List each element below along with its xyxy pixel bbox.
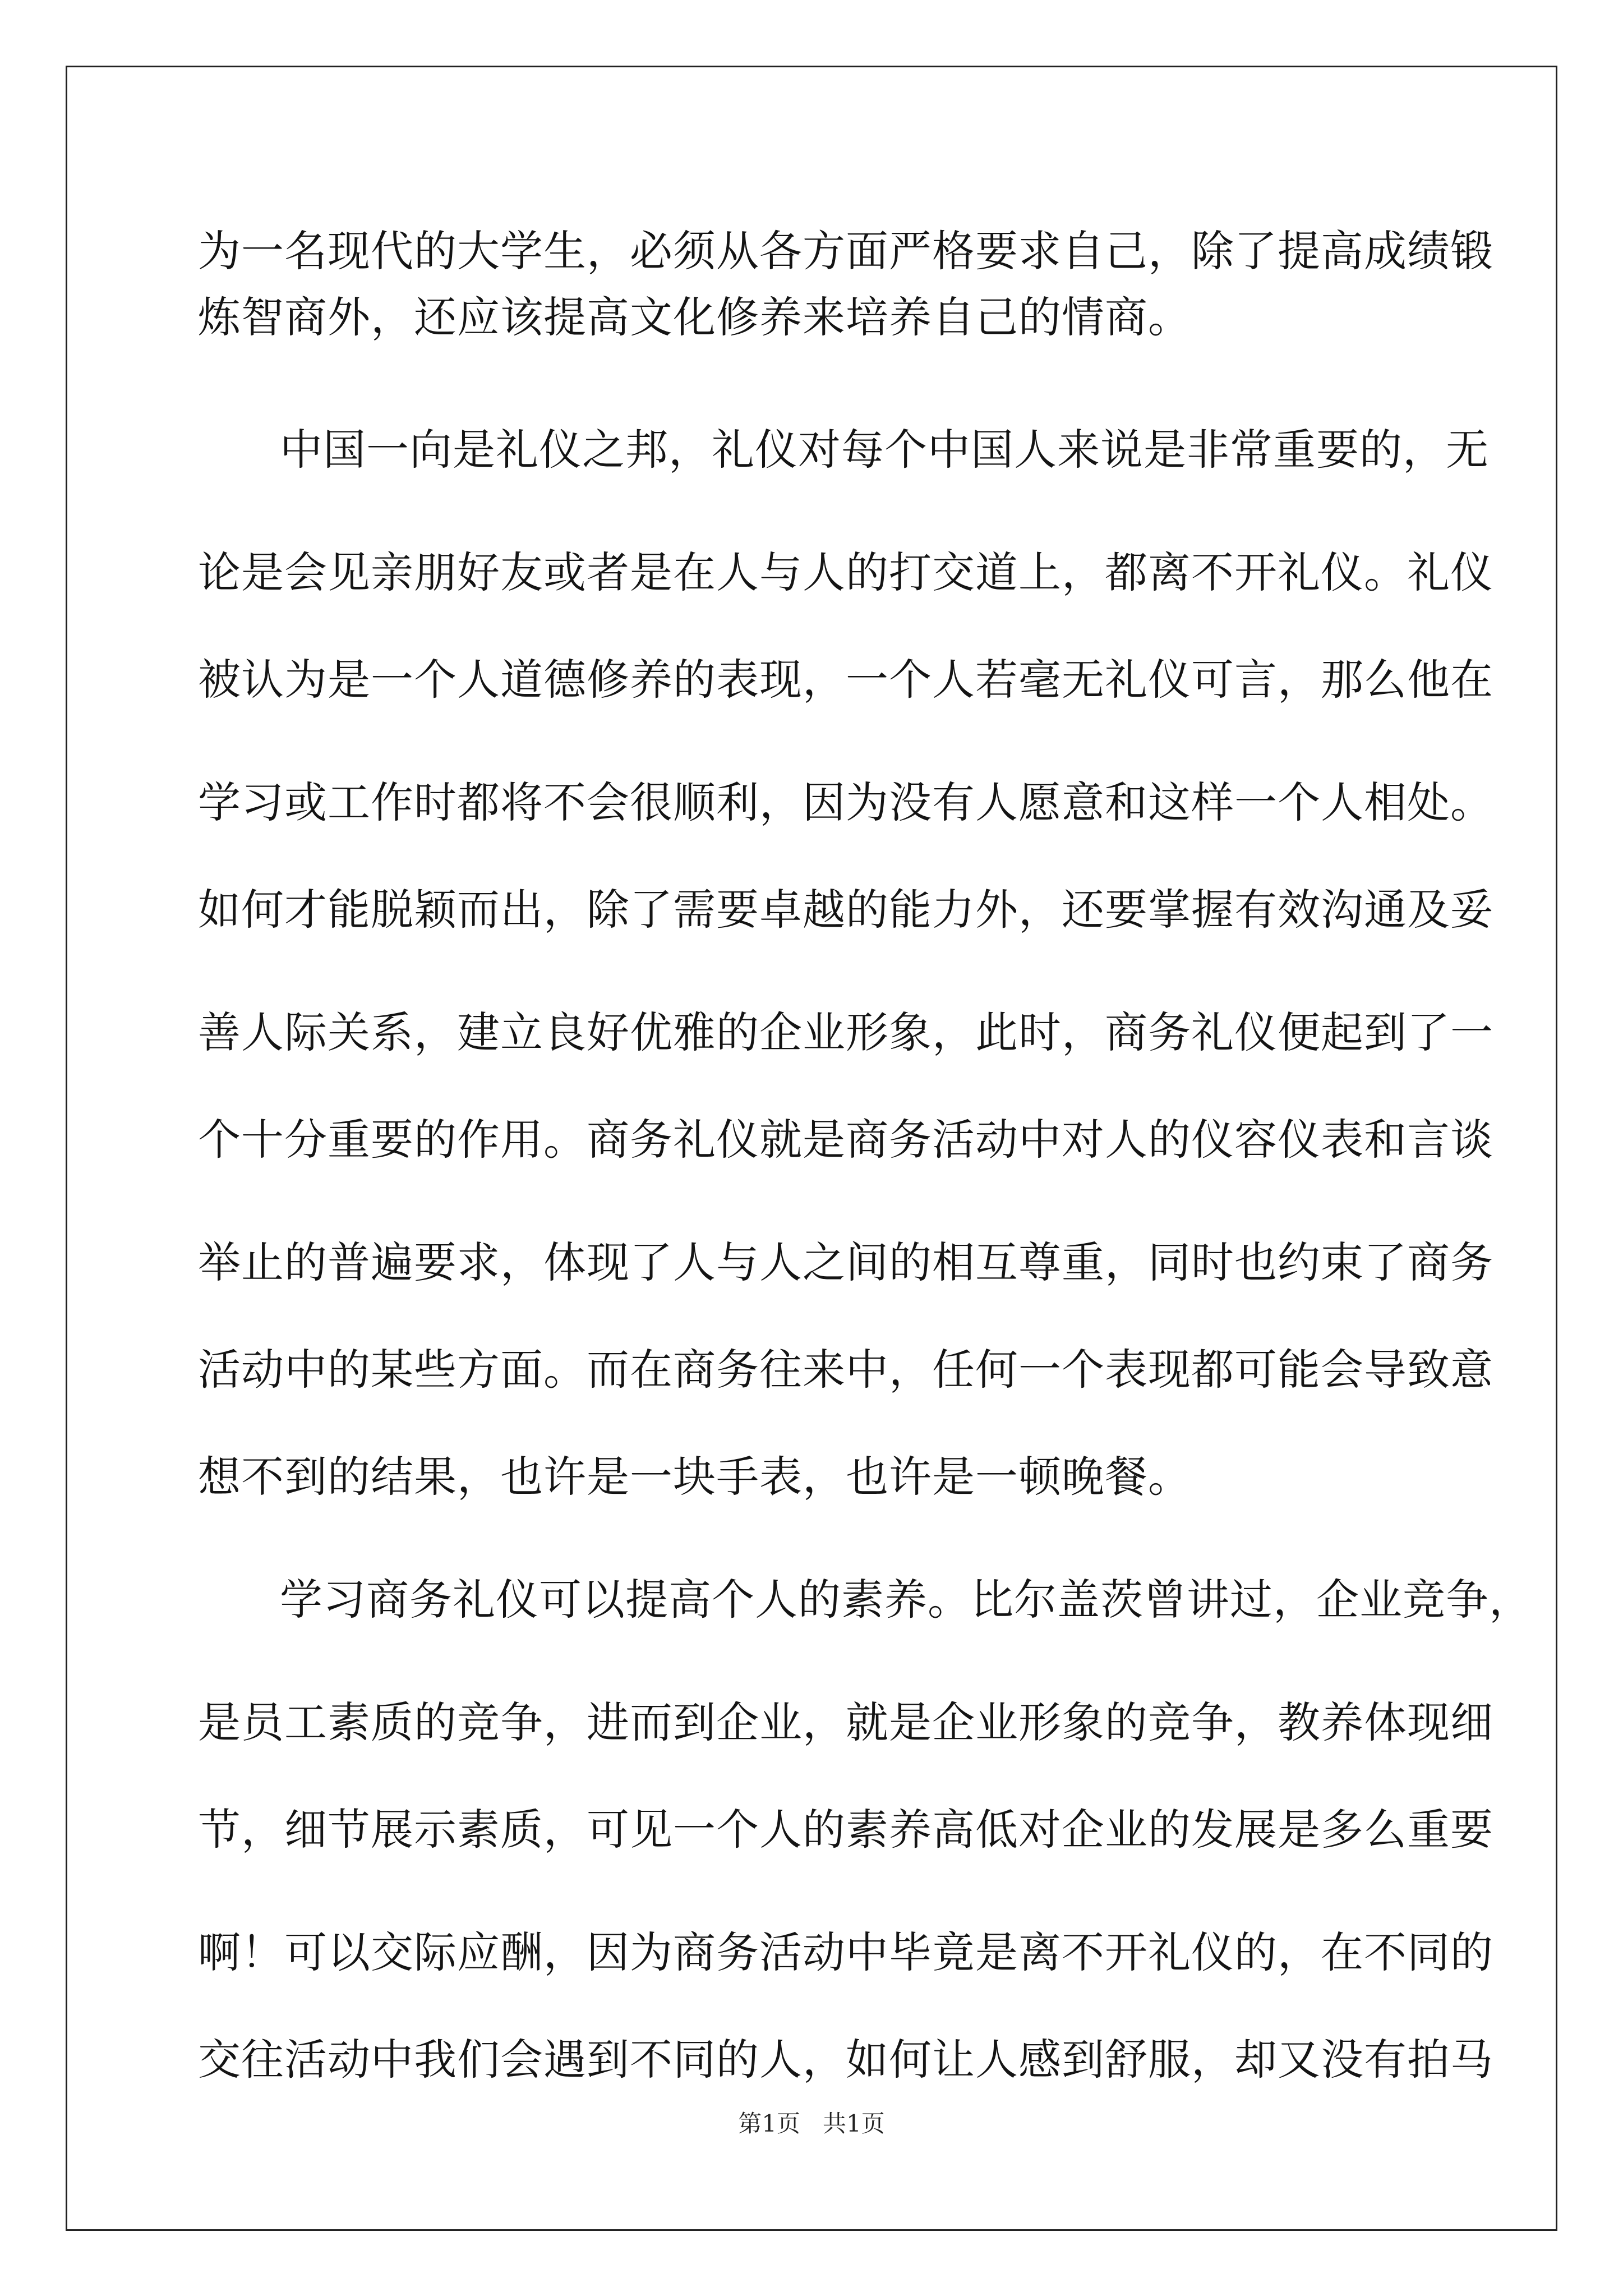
text-line: 学习或工作时都将不会很顺利，因为没有人愿意和这样一个人相处。 <box>198 777 1493 827</box>
page-number: 第1页 <box>738 2110 800 2137</box>
text-line: 被认为是一个人道德修养的表现，一个人若毫无礼仪可言，那么他在 <box>198 655 1493 705</box>
text-line: 学习商务礼仪可以提高个人的素养。比尔盖茨曾讲过，企业竞争， <box>280 1575 1532 1625</box>
page-total: 共1页 <box>823 2110 885 2137</box>
page-footer <box>0 2107 1623 2141</box>
text-line: 如何才能脱颖而出，除了需要卓越的能力外，还要掌握有效沟通及妥 <box>198 885 1493 935</box>
text-line: 个十分重要的作用。商务礼仪就是商务活动中对人的仪容仪表和言谈 <box>198 1115 1493 1165</box>
text-line: 节，细节展示素质，可见一个人的素养高低对企业的发展是多么重要 <box>198 1805 1493 1855</box>
text-line: 举止的普遍要求，体现了人与人之间的相互尊重，同时也约束了商务 <box>198 1237 1493 1287</box>
text-line: 是员工素质的竞争，进而到企业，就是企业形象的竞争，教养体现细 <box>198 1697 1493 1747</box>
text-line: 论是会见亲朋好友或者是在人与人的打交道上，都离不开礼仪。礼仪 <box>198 547 1493 597</box>
text-line: 活动中的某些方面。而在商务往来中，任何一个表现都可能会导致意 <box>198 1345 1493 1395</box>
text-line: 为一名现代的大学生，必须从各方面严格要求自己，除了提高成绩锻 <box>198 226 1493 276</box>
text-line: 想不到的结果，也许是一块手表，也许是一顿晚餐。 <box>198 1452 1191 1502</box>
text-line: 善人际关系，建立良好优雅的企业形象，此时，商务礼仪便起到了一 <box>198 1007 1493 1057</box>
text-line: 中国一向是礼仪之邦，礼仪对每个中国人来说是非常重要的，无 <box>280 425 1489 475</box>
text-line: 炼智商外，还应该提高文化修养来培养自己的情商。 <box>198 292 1191 342</box>
text-line: 啊！可以交际应酬，因为商务活动中毕竟是离不开礼仪的，在不同的 <box>198 1927 1493 1977</box>
text-line: 交往活动中我们会遇到不同的人，如何让人感到舒服，却又没有拍马 <box>198 2035 1493 2085</box>
